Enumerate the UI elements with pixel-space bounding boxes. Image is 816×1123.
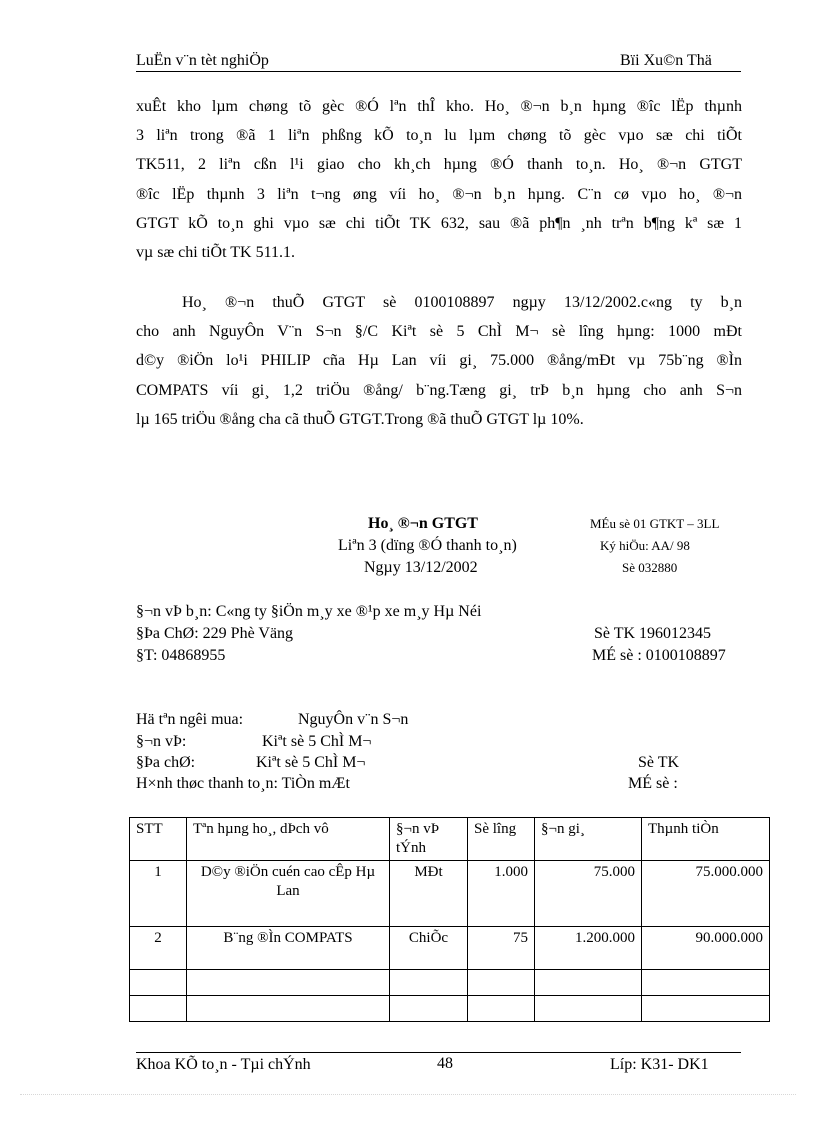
cell-empty bbox=[642, 970, 770, 996]
buyer-value: NguyÔn v¨n S¬n bbox=[298, 711, 409, 728]
col-header-price: §¬n gi¸ bbox=[535, 818, 642, 861]
paragraph-line: lµ 165 triÖu ®ång cha cã thuÕ GTGT.Trong ®ã thuÕ GTGT lµ 10%. bbox=[136, 410, 584, 428]
cell-empty bbox=[390, 996, 468, 1022]
col-header-name: Tªn hµng ho¸, dÞch vô bbox=[187, 818, 390, 861]
header-left-title: LuËn v¨n tèt nghiÖp bbox=[136, 52, 269, 69]
paragraph-2 bbox=[136, 288, 742, 434]
table-row-empty bbox=[130, 970, 770, 996]
table-row-empty bbox=[130, 996, 770, 1022]
paragraph-line: vµ sæ chi tiÕt TK 511.1. bbox=[136, 244, 295, 262]
seller-name: §¬n vÞ b¸n: C«ng ty §iÖn m¸y xe ®¹p xe m¸y Hµ Néi bbox=[136, 603, 482, 620]
col-header-amount: Thµnh tiÒn bbox=[642, 818, 770, 861]
cell-name: B¨ng ®Ìn COMPATS bbox=[187, 927, 390, 970]
invoice-subtitle: Liªn 3 (dïng ®Ó thanh to¸n) bbox=[338, 537, 517, 554]
cell-empty bbox=[535, 970, 642, 996]
paragraph-line: ®îc lËp thµnh 3 liªn t¬ng øng víi ho¸ ®¬n b¸n hµng. C¨n cø vµo ho¸ ®¬n bbox=[136, 185, 742, 203]
header-rule bbox=[136, 71, 741, 72]
buyer-account: Sè TK bbox=[638, 754, 680, 771]
seller-address: §Þa ChØ: 229 Phè Väng bbox=[136, 625, 294, 642]
paragraph-line: GTGT kÕ to¸n ghi vµo sæ chi tiÕt TK 632, sau ®ã ph¶n ¸nh trªn b¶ng kª sæ 1 bbox=[136, 214, 742, 232]
cell-empty bbox=[642, 996, 770, 1022]
address-label: §Þa chØ: bbox=[136, 754, 196, 771]
invoice-serial: Sè 032880 bbox=[622, 560, 678, 575]
paragraph-line: cho anh NguyÔn V¨n S¬n §/C Kiªt sè 5 ChÌ M¬ sè lîng hµng: 1000 mÐt bbox=[136, 323, 742, 341]
paragraph-line: xuÊt kho lµm chøng tõ gèc ®Ó lªn thÎ kho. Ho¸ ®¬n b¸n hµng ®îc lËp thµnh bbox=[136, 98, 742, 115]
page-edge-divider bbox=[20, 1094, 796, 1095]
cell-empty bbox=[187, 970, 390, 996]
unit-value: Kiªt sè 5 ChÌ M¬ bbox=[262, 733, 372, 750]
col-header-stt: STT bbox=[130, 818, 187, 861]
footer-class: Líp: K31- DK1 bbox=[610, 1056, 709, 1073]
cell-empty bbox=[187, 996, 390, 1022]
header-right-author: Bïi Xu©n Thä bbox=[620, 52, 712, 69]
buyer-label: Hä tªn ngêi mua: bbox=[136, 711, 244, 728]
cell-empty bbox=[468, 970, 535, 996]
invoice-symbol: Ký hiÖu: AA/ 98 bbox=[600, 538, 690, 553]
unit-label: §¬n vÞ: bbox=[136, 733, 187, 750]
paragraph-line: 3 liªn trong ®ã 1 liªn phßng kÕ to¸n lu lµm chøng tõ gèc vµo sæ chi tiÕt bbox=[136, 127, 742, 145]
cell-quantity: 75 bbox=[468, 927, 535, 970]
cell-empty bbox=[468, 996, 535, 1022]
payment-method: H×nh thøc thanh to¸n: TiÒn mÆt bbox=[136, 775, 350, 792]
seller-phone: §T: 04868955 bbox=[136, 647, 226, 664]
cell-empty bbox=[130, 996, 187, 1022]
page-number: 48 bbox=[437, 1055, 453, 1072]
col-header-unit: §¬n vÞ tÝnh bbox=[390, 818, 468, 861]
invoice-date: Ngµy 13/12/2002 bbox=[364, 559, 478, 576]
paragraph-line: d©y ®iÖn lo¹i PHILIP cña Hµ Lan víi gi¸ 75.000 ®ång/mÐt vµ 75b¨ng ®Ìn bbox=[136, 352, 742, 370]
invoice-title: Ho¸ ®¬n GTGT bbox=[368, 515, 478, 532]
cell-empty bbox=[390, 970, 468, 996]
cell-stt: 2 bbox=[130, 927, 187, 970]
cell-unit: ChiÕc bbox=[390, 927, 468, 970]
footer-department: Khoa KÕ to¸n - Tµi chÝnh bbox=[136, 1056, 311, 1073]
seller-account: Sè TK 196012345 bbox=[594, 625, 712, 642]
table-row bbox=[130, 927, 770, 970]
paragraph-line: COMPATS víi gi¸ 1,2 triÖu ®ång/ b¨ng.Tæng gi¸ trÞ b¸n hµng cho anh S¬n bbox=[136, 381, 742, 399]
invoice-items-table bbox=[129, 817, 770, 1022]
footer-rule bbox=[136, 1052, 741, 1053]
cell-price: 1.200.000 bbox=[535, 927, 642, 970]
table-header-row bbox=[130, 818, 770, 861]
paragraph-line: Ho¸ ®¬n thuÕ GTGT sè 0100108897 ngµy 13/12/2002.c«ng ty b¸n bbox=[182, 294, 742, 311]
col-header-quantity: Sè lîng bbox=[468, 818, 535, 861]
cell-empty bbox=[130, 970, 187, 996]
cell-empty bbox=[535, 996, 642, 1022]
cell-quantity: 1.000 bbox=[468, 861, 535, 927]
invoice-form-number: MÉu sè 01 GTKT – 3LL bbox=[590, 516, 720, 531]
paragraph-1 bbox=[136, 92, 742, 267]
cell-amount: 75.000.000 bbox=[642, 861, 770, 927]
cell-unit: MÐt bbox=[390, 861, 468, 927]
buyer-tax-code: MÉ sè : bbox=[628, 775, 678, 792]
paragraph-line: TK511, 2 liªn cßn l¹i giao cho kh¸ch hµng ®Ó thanh to¸n. Ho¸ ®¬n GTGT bbox=[136, 156, 742, 174]
cell-price: 75.000 bbox=[535, 861, 642, 927]
seller-tax-code: MÉ sè : 0100108897 bbox=[592, 647, 726, 664]
address-value: Kiªt sè 5 ChÌ M¬ bbox=[256, 754, 366, 771]
cell-amount: 90.000.000 bbox=[642, 927, 770, 970]
table-row bbox=[130, 861, 770, 927]
cell-name: D©y ®iÖn cuén cao cÊp Hµ Lan bbox=[187, 861, 390, 927]
cell-stt: 1 bbox=[130, 861, 187, 927]
